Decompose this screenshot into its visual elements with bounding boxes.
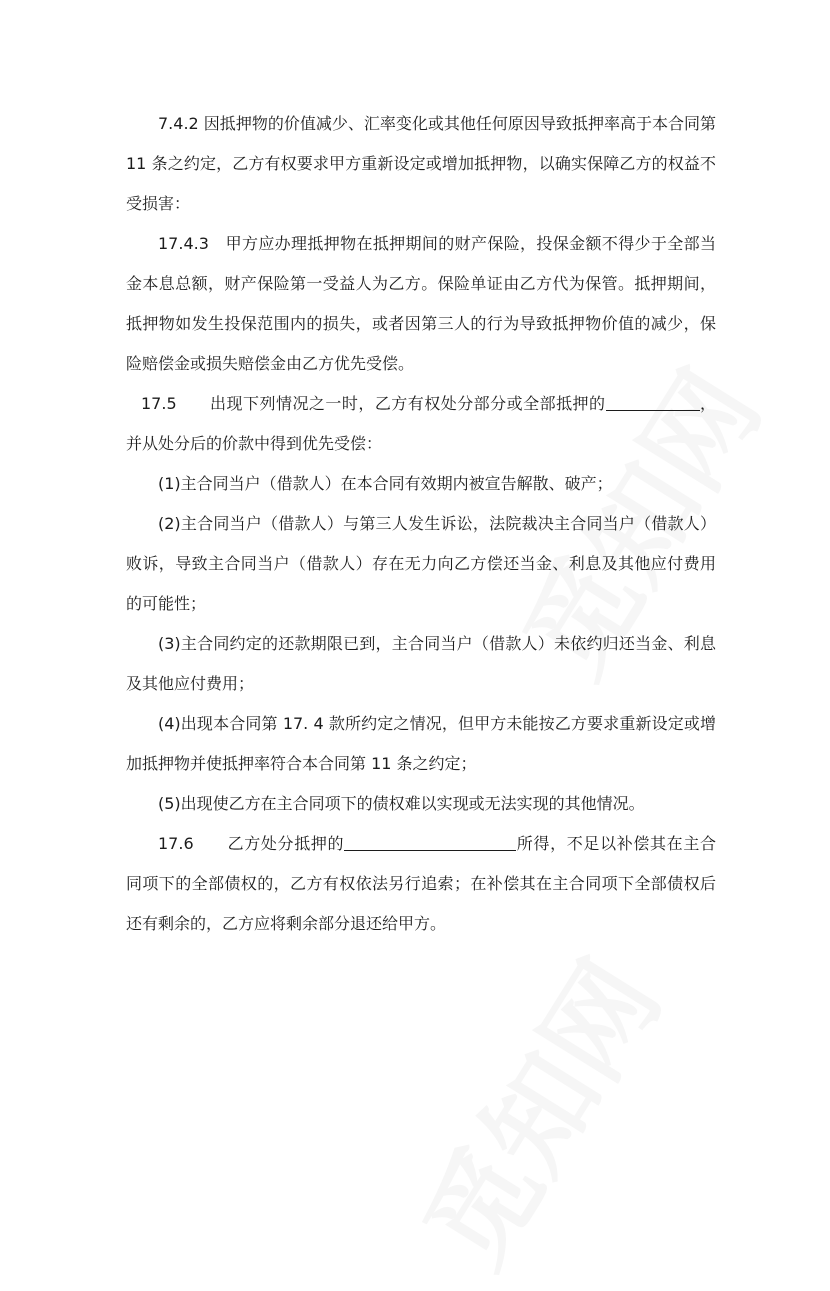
fill-in-blank[interactable] [344, 832, 516, 851]
document-page [126, 104, 716, 944]
clause-17-5-text-before: 17.5 出现下列情况之一时，乙方有权处分部分或全部抵押的 [141, 394, 606, 413]
clause-17-6 [126, 824, 716, 944]
clause-17-4-3: 17.4.3 甲方应办理抵押物在抵押期间的财产保险，投保金额不得少于全部当金本息总额，财产保险第一受益人为乙方。保险单证由乙方代为保管。抵押期间，抵押物如发生投保范围内的损失，或者因第三人的行为导致抵押物价值的减少，保险赔偿金或损失赔偿金由乙方优先受偿。 [126, 234, 716, 373]
clause-17-5 [126, 384, 716, 464]
clause-17-6-text-after: 所得，不足以补偿其在主合同项下的全部债权的，乙方有权依法另行追索；在补偿其在主合同项下全部债权后还有剩余的，乙方应将剩余部分退还给甲方。 [126, 834, 716, 933]
list-item: (1)主合同当户（借款人）在本合同有效期内被宣告解散、破产； [158, 474, 613, 493]
watermark [381, 927, 690, 1291]
clause-17-6-text-before: 17.6 乙方处分抵押的 [158, 834, 345, 853]
list-item: (3)主合同约定的还款期限已到，主合同当户（借款人）未依约归还当金、利息及其他应付费用； [126, 634, 716, 693]
clause-7-4-2: 7.4.2 因抵押物的价值减少、汇率变化或其他任何原因导致抵押率高于本合同第 11 条之约定，乙方有权要求甲方重新设定或增加抵押物，以确实保障乙方的权益不受损害： [126, 114, 716, 213]
list-item: (2)主合同当户（借款人）与第三人发生诉讼，法院裁决主合同当户（借款人）败诉，导致主合同当户（借款人）存在无力向乙方偿还当金、利息及其他应付费用的可能性； [126, 514, 716, 613]
list-item: (5)出现使乙方在主合同项下的债权难以实现或无法实现的其他情况。 [158, 794, 645, 813]
fill-in-blank[interactable] [606, 392, 700, 411]
clause-17-5-text-after: ，并从处分后的价款中得到优先受偿： [126, 394, 716, 453]
list-item: (4)出现本合同第 17. 4 款所约定之情况，但甲方未能按乙方要求重新设定或增加抵押物并使抵押率符合本合同第 11 条之约定； [126, 714, 716, 773]
